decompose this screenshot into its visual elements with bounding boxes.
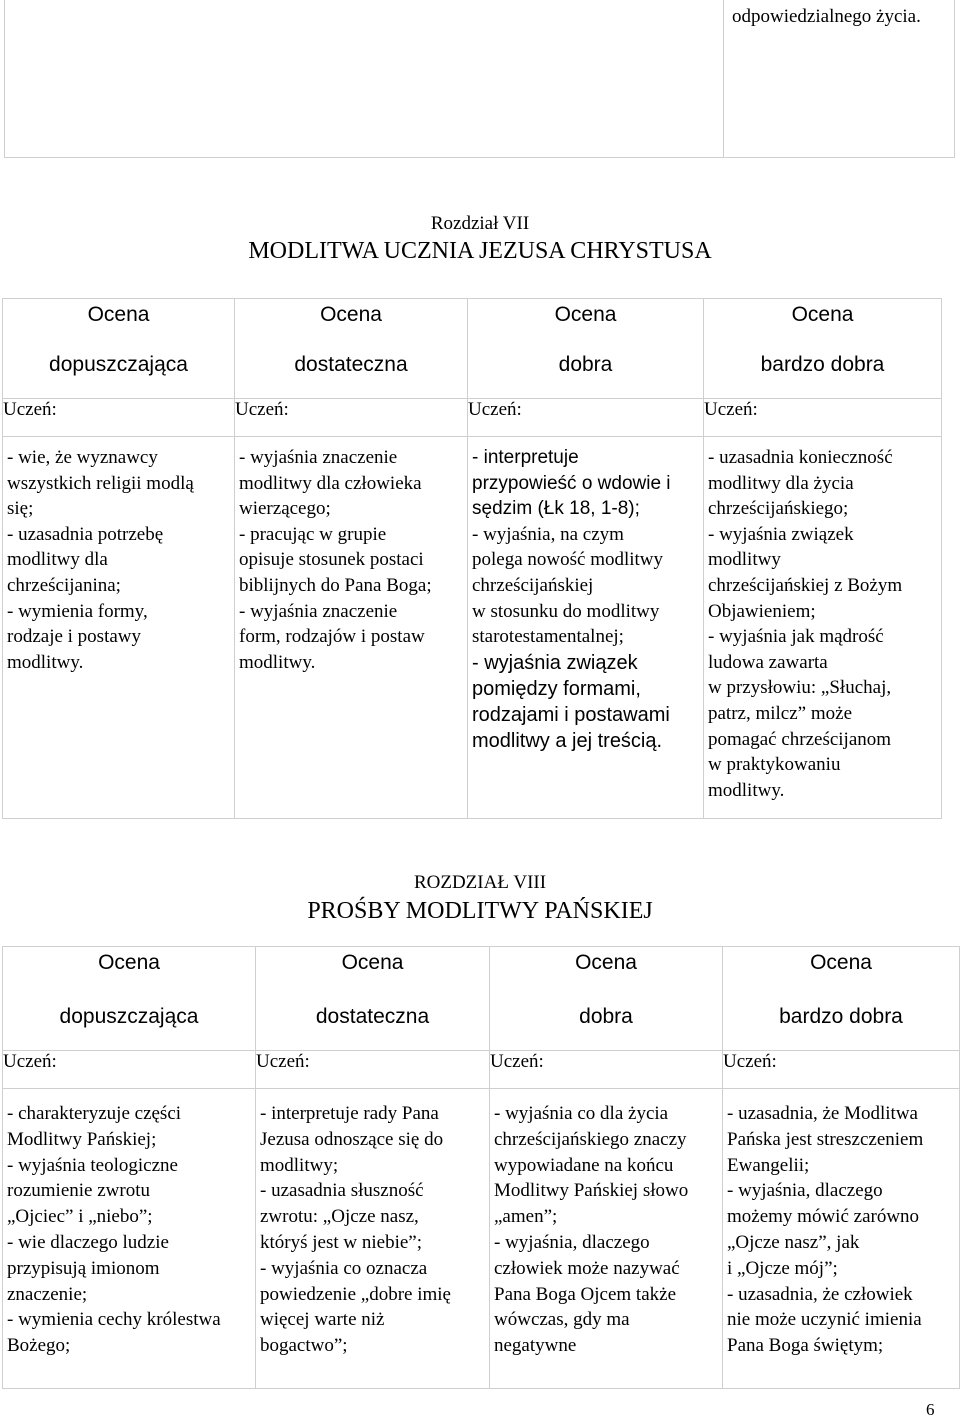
criteria-line: - wie, że wyznawcy	[7, 447, 158, 468]
header-level: bardzo dobra	[779, 1005, 903, 1028]
header-dostateczna	[256, 947, 490, 1051]
criteria-line: „Ojciec” i „niebo”;	[7, 1206, 153, 1228]
criteria-line: człowiek może nazywać	[494, 1257, 680, 1279]
chapter7-label: Rozdział VII	[430, 213, 530, 234]
criteria-line: form, rodzajów i postaw	[239, 626, 425, 648]
criteria-line: - wyjaśnia, na czym	[472, 523, 624, 545]
uczen-label: Uczeń:	[704, 399, 942, 437]
criteria-line: chrześcijańskiej	[472, 574, 594, 596]
header-ocena: Ocena	[554, 303, 617, 326]
criteria-line: - wyjaśnia znaczenie	[239, 447, 398, 468]
criteria-line: i „Ojcze mój”;	[727, 1257, 838, 1279]
criteria-line: - wie dlaczego ludzie	[7, 1231, 169, 1253]
criteria-line: - uzasadnia potrzebę	[7, 523, 164, 545]
criteria-line: przypisują imionom	[7, 1257, 160, 1279]
criteria-dobra	[468, 437, 704, 819]
criteria-line: Objawieniem;	[708, 600, 816, 622]
uczen-label: Uczeń:	[723, 1051, 960, 1089]
header-level: dostateczna	[315, 1005, 430, 1028]
chapter7-grade-table	[2, 298, 942, 819]
uczen-label: Uczeń:	[3, 399, 235, 437]
criteria-line: Jezusa odnoszące się do	[260, 1128, 444, 1150]
criteria-line: - interpretuje rady Pana	[260, 1103, 439, 1124]
criteria-line: się;	[7, 498, 34, 520]
uczen-label: Uczeń:	[468, 399, 704, 437]
criteria-line: zwrotu: „Ojcze nasz,	[260, 1206, 419, 1228]
criteria-line: rozumienie zwrotu	[7, 1180, 150, 1202]
chapter8-uczen-row	[3, 1051, 960, 1089]
criteria-line: patrz, milcz” może	[708, 702, 853, 724]
criteria-line: chrześcijańskiej z Bożym	[708, 574, 903, 596]
header-ocena: Ocena	[98, 951, 160, 974]
page-number: 6	[926, 1400, 935, 1419]
criteria-line: - uzasadnia konieczność	[708, 447, 893, 468]
criteria-line: modlitwy a jej treścią.	[472, 729, 663, 752]
chapter8-label: ROZDZIAŁ VIII	[413, 872, 547, 893]
criteria-line: przypowieść o wdowie i	[472, 472, 671, 494]
criteria-bardzo-dobra	[704, 437, 942, 819]
criteria-line: polega nowość modlitwy	[472, 549, 664, 571]
criteria-line: więcej warte niż	[260, 1309, 385, 1331]
criteria-line: modlitwy dla życia	[708, 472, 854, 494]
chapter7-criteria-row	[3, 437, 942, 819]
criteria-line: pomagać chrześcijanom	[708, 728, 892, 750]
criteria-line: - uzasadnia, że Modlitwa	[727, 1103, 918, 1124]
criteria-dobra	[490, 1089, 723, 1389]
header-level: bardzo dobra	[760, 353, 885, 376]
previous-table-text: odpowiedzialnego życia.	[732, 6, 921, 27]
criteria-line: modlitwy.	[7, 651, 84, 673]
criteria-line: pomiędzy formami,	[472, 677, 641, 700]
criteria-line: modlitwy;	[260, 1154, 339, 1176]
criteria-line: starotestamentalnej;	[472, 626, 624, 648]
criteria-line: powiedzenie „dobre imię	[260, 1283, 451, 1305]
criteria-line: - wyjaśnia teologiczne	[7, 1154, 178, 1176]
criteria-line: - wyjaśnia co dla życia	[494, 1103, 669, 1124]
criteria-line: Pana Boga świętym;	[727, 1335, 884, 1357]
header-dobra	[468, 299, 704, 399]
criteria-line: modlitwy dla	[7, 549, 108, 571]
header-bardzo-dobra	[704, 299, 942, 399]
criteria-dopuszczajaca	[3, 1089, 256, 1389]
criteria-line: Ewangelii;	[727, 1154, 810, 1176]
header-level: dopuszczająca	[49, 353, 188, 376]
chapter7-uczen-row	[3, 399, 942, 437]
previous-table-fragment	[4, 0, 955, 158]
criteria-line: chrześcijańskiego;	[708, 498, 849, 520]
criteria-line: Modlitwy Pańskiej słowo	[494, 1180, 689, 1202]
criteria-line: - charakteryzuje części	[7, 1103, 182, 1124]
criteria-line: negatywne	[494, 1335, 577, 1357]
criteria-line: - wyjaśnia, dlaczego	[494, 1231, 650, 1253]
criteria-line: chrześcijańskiego znaczy	[494, 1128, 687, 1150]
header-bardzo-dobra	[723, 947, 960, 1051]
criteria-line: - wyjaśnia związek	[472, 651, 638, 674]
header-ocena: Ocena	[87, 303, 150, 326]
chapter8-title: PROŚBY MODLITWY PAŃSKIEJ	[307, 898, 653, 924]
criteria-line: nie może uczynić imienia	[727, 1309, 922, 1331]
uczen-label: Uczeń:	[490, 1051, 723, 1089]
criteria-line: - wyjaśnia, dlaczego	[727, 1180, 883, 1202]
header-level: dostateczna	[294, 353, 408, 376]
criteria-line: możemy mówić zarówno	[727, 1206, 920, 1228]
criteria-line: modlitwy.	[708, 779, 785, 801]
criteria-line: - wymienia formy,	[7, 600, 148, 622]
chapter8-criteria-row	[3, 1089, 960, 1389]
header-ocena: Ocena	[810, 951, 872, 974]
criteria-line: rodzajami i postawami	[472, 703, 670, 726]
header-dobra	[490, 947, 723, 1051]
criteria-bardzo-dobra	[723, 1089, 960, 1389]
chapter8-header-row	[3, 947, 960, 1051]
criteria-line: „Ojcze nasz”, jak	[727, 1231, 860, 1253]
header-dostateczna	[235, 299, 468, 399]
criteria-line: Pańska jest streszczeniem	[727, 1128, 924, 1150]
criteria-line: - wyjaśnia związek	[708, 523, 854, 545]
criteria-line: modlitwy.	[239, 651, 316, 673]
criteria-line: ludowa zawarta	[708, 651, 828, 673]
criteria-line: znaczenie;	[7, 1283, 88, 1305]
criteria-line: w praktykowaniu	[708, 754, 841, 776]
criteria-line: - pracując w grupie	[239, 523, 387, 545]
criteria-line: - wyjaśnia co oznacza	[260, 1257, 428, 1279]
criteria-dostateczna	[256, 1089, 490, 1389]
header-dopuszczajaca	[3, 947, 256, 1051]
criteria-line: wierzącego;	[239, 498, 331, 520]
criteria-dostateczna	[235, 437, 468, 819]
uczen-label: Uczeń:	[3, 1051, 256, 1089]
criteria-line: w przysłowiu: „Słuchaj,	[708, 677, 892, 699]
criteria-line: opisuje stosunek postaci	[239, 549, 424, 571]
criteria-line: w stosunku do modlitwy	[472, 600, 660, 622]
criteria-line: Bożego;	[7, 1335, 71, 1357]
criteria-line: rodzaje i postawy	[7, 626, 142, 648]
criteria-line: wówczas, gdy ma	[494, 1309, 630, 1331]
chapter8-grade-table	[2, 946, 960, 1389]
criteria-line: modlitwy dla człowieka	[239, 472, 422, 494]
criteria-line: - wymienia cechy królestwa	[7, 1309, 221, 1331]
criteria-line: modlitwy	[708, 549, 781, 571]
criteria-line: „amen”;	[494, 1206, 558, 1228]
criteria-line: Modlitwy Pańskiej;	[7, 1128, 157, 1150]
criteria-dopuszczajaca	[3, 437, 235, 819]
criteria-line: - uzasadnia, że człowiek	[727, 1283, 913, 1305]
header-level: dobra	[558, 353, 613, 376]
header-level: dopuszczająca	[59, 1005, 199, 1028]
criteria-line: wszystkich religii modlą	[7, 472, 194, 494]
header-dopuszczajaca	[3, 299, 235, 399]
chapter7-title: MODLITWA UCZNIA JEZUSA CHRYSTUSA	[248, 238, 712, 264]
criteria-line: biblijnych do Pana Boga;	[239, 574, 432, 596]
criteria-line: - uzasadnia słuszność	[260, 1180, 424, 1202]
criteria-line: wypowiadane na końcu	[494, 1154, 674, 1176]
uczen-label: Uczeń:	[256, 1051, 490, 1089]
criteria-line: - wyjaśnia jak mądrość	[708, 626, 884, 648]
header-ocena: Ocena	[320, 303, 382, 326]
criteria-line: - wyjaśnia znaczenie	[239, 600, 398, 622]
criteria-line: - interpretuje	[472, 447, 579, 468]
header-ocena: Ocena	[791, 303, 854, 326]
header-level: dobra	[579, 1005, 633, 1028]
criteria-line: Pana Boga Ojcem także	[494, 1283, 677, 1305]
criteria-line: sędzim (Łk 18, 1-8);	[472, 498, 640, 520]
header-ocena: Ocena	[575, 951, 637, 974]
header-ocena: Ocena	[341, 951, 404, 974]
criteria-line: chrześcijanina;	[7, 574, 121, 596]
uczen-label: Uczeń:	[235, 399, 468, 437]
previous-table-cell	[723, 0, 956, 158]
criteria-line: któryś jest w niebie”;	[260, 1231, 422, 1253]
chapter7-header-row	[3, 299, 942, 399]
criteria-line: bogactwo”;	[260, 1335, 348, 1357]
